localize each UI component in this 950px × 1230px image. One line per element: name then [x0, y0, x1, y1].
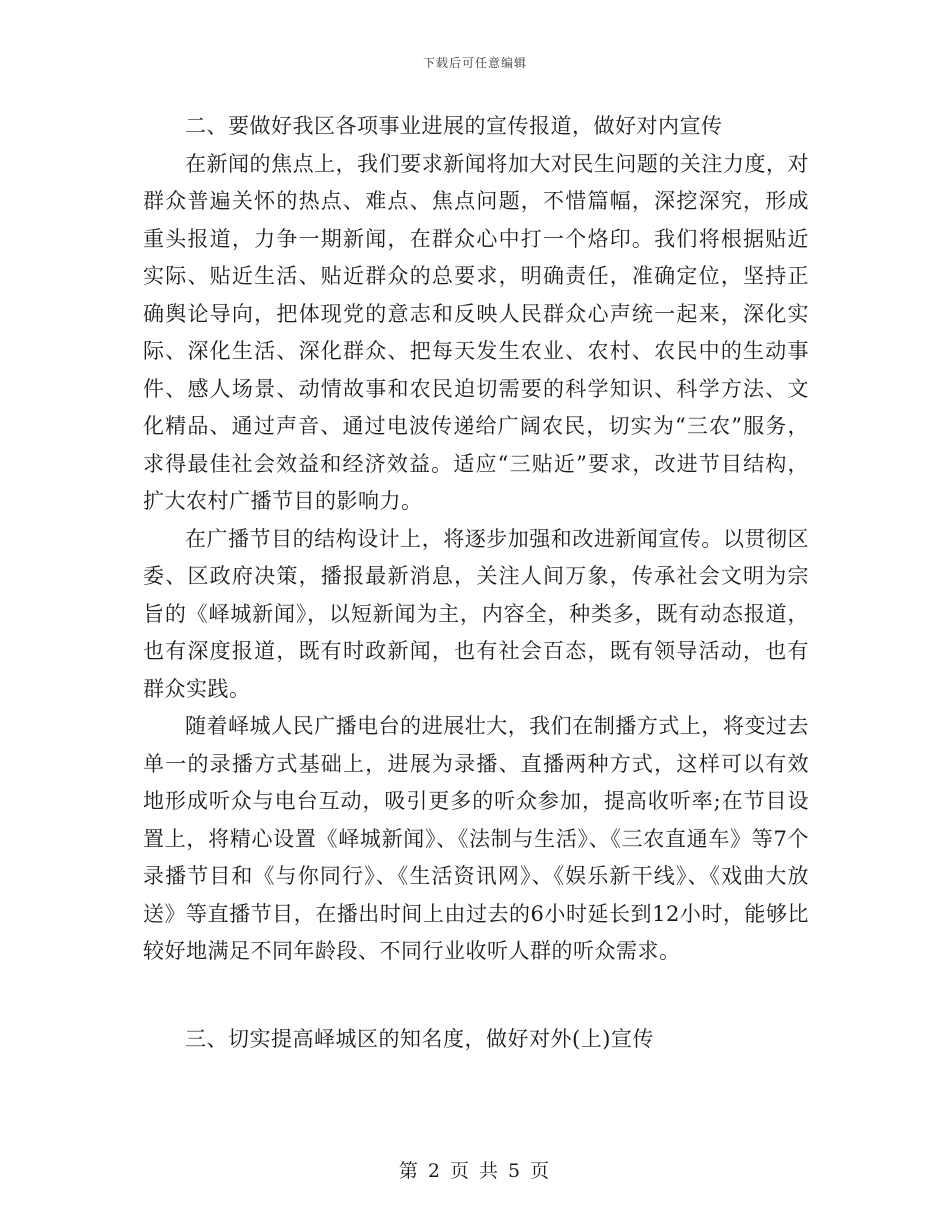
page-footer: 第 2 页 共 5 页 — [398, 1160, 552, 1182]
section-3-heading: 三、切实提高峄城区的知名度，做好对外(上)宣传 — [185, 1026, 654, 1051]
document-body — [143, 108, 809, 1058]
paragraph-program-structure: 在广播节目的结构设计上，将逐步加强和改进新闻宣传。以贯彻区委、区政府决策，播报最新消息，关注人间万象，传承社会文明为宗旨的《峄城新闻》，以短新闻为主，内容全，种类多，既有动态报道，也有深度报道，既有时政新闻，也有社会百态，既有领导活动，也有群众实践。 — [143, 526, 809, 701]
section-2-heading: 二、要做好我区各项事业进展的宣传报道，做好对内宣传 — [185, 114, 723, 138]
paragraph-broadcast-mode: 随着峄城人民广播电台的进展壮大，我们在制播方式上，将变过去单一的录播方式基础上，进展为录播、直播两种方式，这样可以有效地形成听众与电台互动，吸引更多的听众参加，提高收听率;在节目设置上，将精心设置《峄城新闻》、《法制与生活》、《三农直通车》等7个录播节目和《与你同行》、《生活资讯网》、《娱乐新干线》、《戏曲大放送》等直播节目，在播出时间上由过去的6小时延长到12小时，能够比较好地满足不同年龄段、不同行业收听人群的听众需求。 — [143, 714, 809, 963]
header-note: 下载后可任意编辑 — [422, 56, 527, 70]
paragraph-news-focus: 在新闻的焦点上，我们要求新闻将加大对民生问题的关注力度，对群众普遍关怀的热点、难点、焦点问题，不惜篇幅，深挖深究，形成重头报道，力争一期新闻，在群众心中打一个烙印。我们将根据贴近实际、贴近生活、贴近群众的总要求，明确责任，准确定位，坚持正确舆论导向，把体现党的意志和反映人民群众心声统一起来，深化实际、深化生活、深化群众、把每天发生农业、农村、农民中的生动事件、感人场景、动情故事和农民迫切需要的科学知识、科学方法、文化精品、通过声音、通过电波传递给广阔农民，切实为“三农”服务，求得最佳社会效益和经济效益。适应“三贴近”要求，改进节目结构，扩大农村广播节目的影响力。 — [143, 151, 809, 513]
